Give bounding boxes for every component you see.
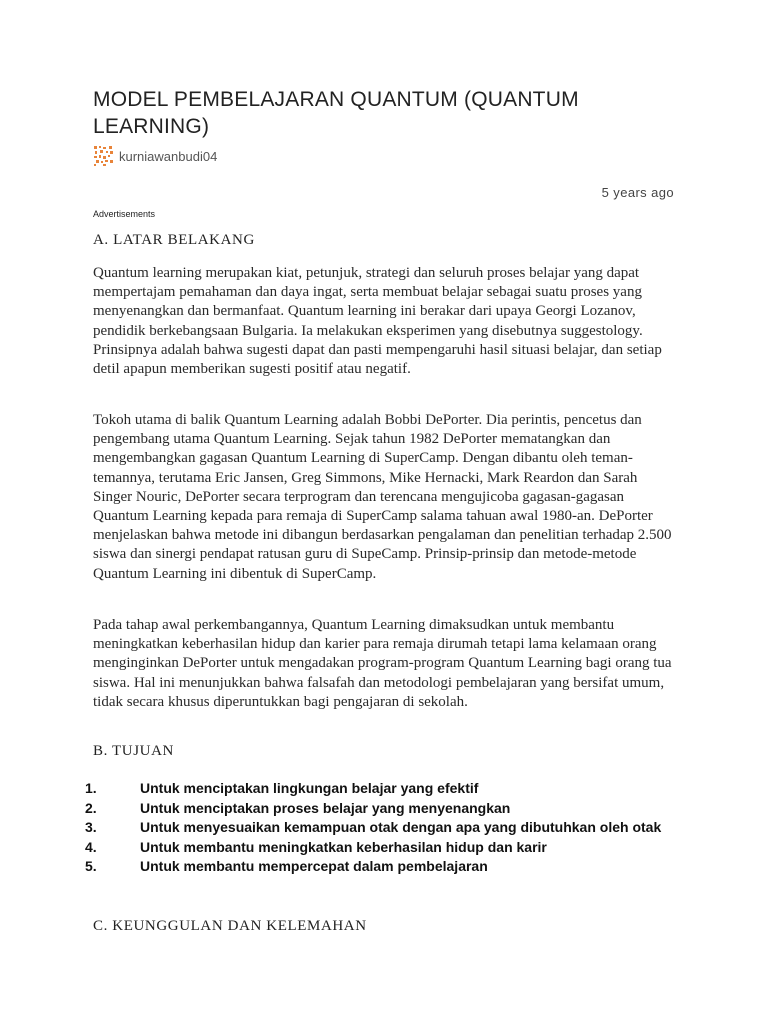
list-number: 4. [85, 838, 97, 855]
list-text: Untuk menciptakan proses belajar yang menyenangkan [140, 799, 511, 816]
list-text: Untuk menyesuaikan kemampuan otak dengan apa yang dibutuhkan oleh otak [140, 819, 662, 835]
avatar-icon [93, 145, 115, 167]
list-text: Untuk membantu meningkatkan keberhasilan hidup dan karir [140, 838, 547, 855]
list-item [85, 818, 685, 838]
list-number: 2. [85, 799, 97, 816]
list-item [85, 799, 685, 819]
paragraph-2: Tokoh utama di balik Quantum Learning adalah Bobbi DePorter. Dia perintis, pencetus dan pengembang utama Quantum Learning. Sejak tahun 1982 DePorter mematangkan dan mengembangkan gagasan Quantum Learning di SuperCamp. Dengan dibantu oleh teman-temannya, terutama Eric Jansen, Greg Simmons, Mike Hernacki, Mark Reardon dan Sarah Singer Nouric, DePorter secara terprogram dan terencana mengujicoba gagasan-gagasan Quantum Learning kepada para remaja di SuperCamp salama tahuan awal 1980-an. DePorter menjelaskan bahwa metode ini dibangun berdasarkan pengalaman dan penelitian terhadap 2.500 siswa dan sinergi pendapat ratusan guru di SupeCamp. Prinsip-prinsip dan metode-metode Quantum Learning ini dibentuk di SuperCamp. [93, 412, 672, 582]
author-name[interactable]: kurniawanbudi04 [119, 148, 218, 164]
list-text: Untuk menciptakan lingkungan belajar yang efektif [140, 780, 479, 796]
list-item [85, 838, 685, 858]
section-a-heading: A. LATAR BELAKANG [93, 232, 255, 248]
section-c-heading: C. KEUNGGULAN DAN KELEMAHAN [93, 918, 367, 934]
author-byline[interactable] [93, 144, 217, 168]
paragraph-3: Pada tahap awal perkembangannya, Quantum Learning dimaksudkan untuk membantu meningkatkan keberhasilan hidup dan karier para remaja dirumah tetapi lama kelamaan orang menginginkan DePorter untuk mengadakan program-program Quantum Learning bagi orang tua siswa. Hal ini menunjukkan bahwa falsafah dan metodologi pembelajaran yang bersifat umum, tidak secara khusus diperuntukkan bagi pengajaran di sekolah. [93, 617, 672, 710]
list-item [85, 857, 685, 877]
list-item [85, 779, 685, 799]
paragraph-1: Quantum learning merupakan kiat, petunjuk, strategi dan seluruh proses belajar yang dapat mempertajam pemahaman dan daya ingat, serta membuat belajar sebagai suatu proses yang menyenangkan dan bermanfaat. Quantum learning ini berakar dari upaya Georgi Lozanov, pendidik berkebangsaan Bulgaria. Ia melakukan eksperimen yang disebutnya suggestology. Prinsipnya adalah bahwa sugesti dapat dan pasti mempengaruhi hasil situasi belajar, dan setiap detil apapun memberikan sugesti positif atau negatif. [93, 265, 662, 378]
tujuan-list [85, 779, 685, 877]
section-b-heading: B. TUJUAN [93, 743, 174, 759]
list-number: 1. [85, 780, 97, 796]
page-title: MODEL PEMBELAJARAN QUANTUM (QUANTUM LEARNING) [93, 88, 579, 138]
list-number: 5. [85, 858, 97, 874]
list-number: 3. [85, 819, 97, 835]
list-text: Untuk membantu mempercepat dalam pembelajaran [140, 858, 488, 874]
ads-label: Advertisements [93, 209, 156, 219]
post-timestamp: 5 years ago [601, 185, 674, 200]
